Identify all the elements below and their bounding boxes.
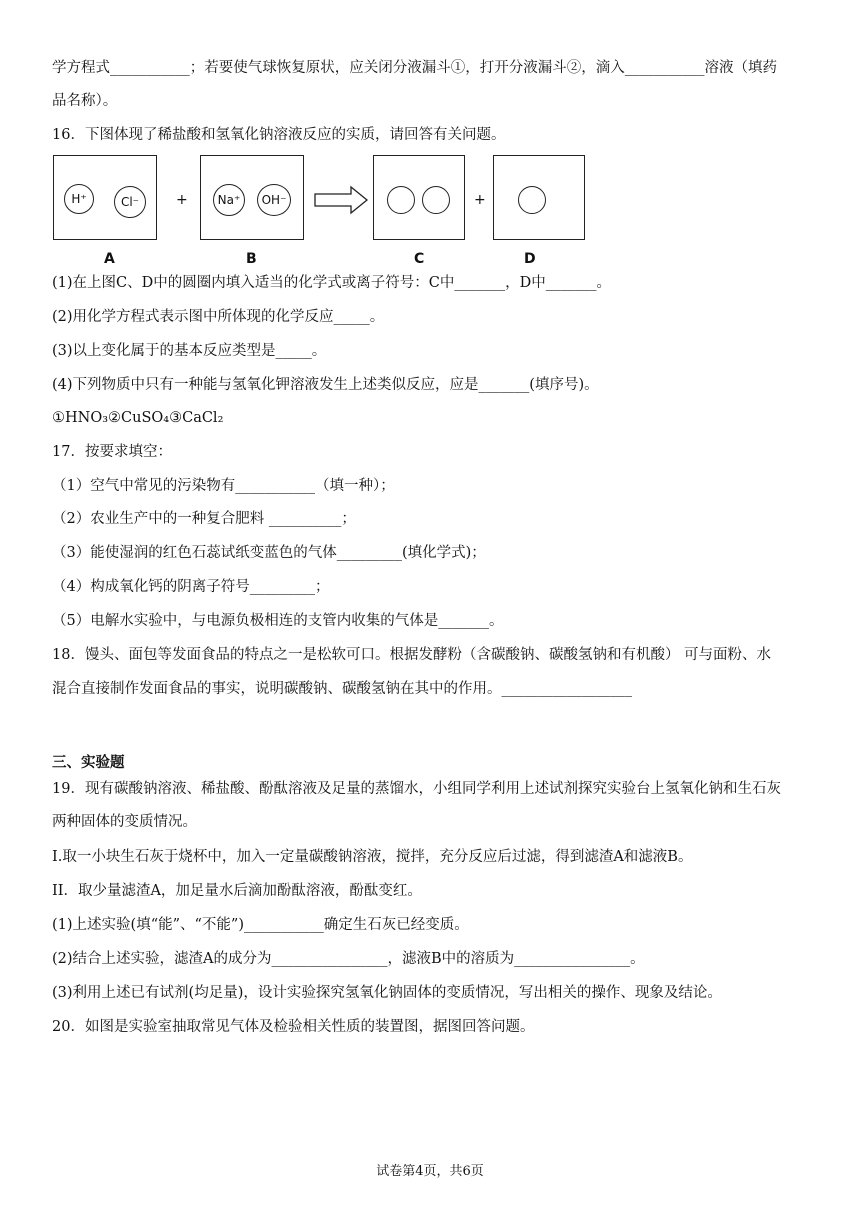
page-footer: 试卷第4页，共6页 (376, 1164, 484, 1179)
empty-circle (518, 186, 546, 214)
label-d: D (524, 251, 536, 267)
text-line: 品名称）。 (52, 93, 118, 109)
empty-circle (387, 186, 415, 214)
box-b (200, 155, 304, 240)
box-d (493, 155, 585, 240)
label-c: C (414, 251, 425, 267)
text-line: (3)利用上述已有试剂(均足量)，设计实验探究氢氧化钠固体的变质情况，写出相关的操作、现象及结论。 (52, 985, 722, 1001)
question-19: 19．现有碳酸钠溶液、稀盐酸、酚酞溶液及足量的蒸馏水，小组同学利用上述试剂探究实验台上氢氧化钠和生石灰 (52, 781, 781, 797)
text-line: 学方程式___________；若要使气球恢复原状，应关闭分液漏斗①，打开分液漏斗②，滴入___________溶液（填药 (52, 60, 777, 76)
text-line: ①HNO₃②CuSO₄③CaCl₂ (52, 410, 224, 426)
text-line: （3）能使湿润的红色石蕊试纸变蓝色的气体_________(填化学式)； (52, 545, 486, 561)
ion-cl: Cl⁻ (114, 186, 146, 218)
box-c (373, 155, 465, 240)
plus-sign: + (176, 192, 188, 208)
text-line: II．取少量滤渣A，加足量水后滴加酚酞溶液，酚酞变红。 (52, 883, 422, 899)
text-line: （4）构成氧化钙的阴离子符号_________； (52, 579, 330, 595)
box-a (53, 155, 157, 240)
question-20: 20．如图是实验室抽取常见气体及检验相关性质的装置图，据图回答问题。 (52, 1019, 535, 1035)
section-heading: 三、实验题 (52, 754, 125, 771)
text-line: (3)以上变化属于的基本反应类型是_____。 (52, 343, 327, 359)
text-line: (1)在上图C、D中的圆圈内填入适当的化学式或离子符号：C中_______，D中_______。 (52, 275, 611, 291)
question-16: 16．下图体现了稀盐酸和氢氧化钠溶液反应的实质，请回答有关问题。 (52, 127, 506, 143)
text-line: （1）空气中常见的污染物有___________（填一种）； (52, 478, 395, 494)
text-line: (2)用化学方程式表示图中所体现的化学反应_____。 (52, 309, 385, 325)
text-line: 两种固体的变质情况。 (52, 814, 197, 830)
ion-oh: OH⁻ (257, 184, 291, 216)
text-line: (1)上述实验(填“能”、“不能”)___________确定生石灰已经变质。 (52, 917, 469, 933)
text-line: （2）农业生产中的一种复合肥料 __________； (52, 511, 356, 527)
ion-h: H⁺ (64, 184, 94, 214)
text-line: （5）电解水实验中，与电源负极相连的支管内收集的气体是_______。 (52, 613, 504, 629)
question-17: 17．按要求填空： (52, 444, 172, 460)
ion-na: Na⁺ (213, 184, 245, 216)
arrow-icon (313, 185, 369, 215)
question-18: 18．馒头、面包等发面食品的特点之一是松软可口。根据发酵粉（含碳酸钠、碳酸氢钠和有机酸） 可与面粉、水 (52, 647, 772, 663)
text-line: (2)结合上述实验，滤渣A的成分为________________，滤液B中的溶质为________________。 (52, 951, 645, 967)
text-line: 混合直接制作发面食品的事实，说明碳酸钠、碳酸氢钠在其中的作用。__________________ (52, 681, 632, 697)
label-b: B (246, 251, 257, 267)
text-line: (4)下列物质中只有一种能与氢氧化钾溶液发生上述类似反应，应是_______(填序号)。 (52, 377, 599, 393)
text-line: I.取一小块生石灰于烧杯中，加入一定量碳酸钠溶液，搅拌，充分反应后过滤，得到滤渣A和滤液B。 (52, 849, 693, 865)
label-a: A (104, 251, 115, 267)
empty-circle (422, 186, 450, 214)
plus-sign: + (474, 192, 486, 208)
